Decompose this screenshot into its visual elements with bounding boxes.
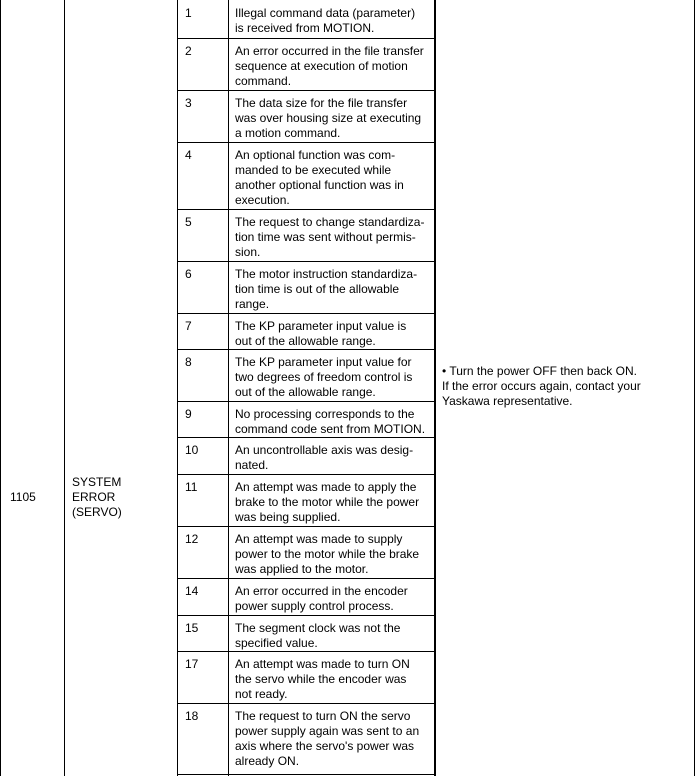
detail-description-line: command code sent from MOTION. — [235, 422, 426, 436]
detail-code: 10 — [185, 443, 199, 457]
detail-description-line: brake to the motor while the power — [235, 495, 420, 509]
detail-description-line: already ON. — [235, 754, 300, 768]
detail-description-line: out of the allowable range. — [235, 385, 376, 399]
detail-description — [235, 148, 433, 208]
detail-description-line: axis where the servo's power was — [235, 739, 415, 753]
error-name — [72, 475, 122, 520]
detail-description — [235, 6, 433, 36]
detail-description-line: The request to turn ON the servo — [235, 709, 411, 723]
detail-code: 7 — [185, 319, 192, 333]
detail-description-line: was over housing size at executing — [235, 111, 422, 125]
detail-description-line: An error occurred in the file transfer — [235, 44, 424, 58]
detail-description-line: An optional function was com- — [235, 148, 396, 162]
detail-code: 18 — [185, 709, 199, 723]
detail-description-line: nated. — [235, 458, 269, 472]
row-divider — [177, 651, 435, 652]
detail-description-line: out of the allowable range. — [235, 334, 376, 348]
detail-description-line: was applied to the motor. — [235, 562, 369, 576]
error-name-line: (SERVO) — [72, 505, 122, 519]
detail-code: 6 — [185, 267, 192, 281]
detail-description-line: sequence at execution of motion — [235, 59, 408, 73]
detail-code: 5 — [185, 215, 192, 229]
detail-description-line: power to the motor while the brake — [235, 547, 420, 561]
row-divider — [177, 437, 435, 438]
table-border-right — [694, 0, 695, 776]
detail-description — [235, 319, 433, 349]
column-divider — [434, 0, 436, 776]
detail-code: 8 — [185, 355, 192, 369]
detail-description — [235, 657, 433, 702]
row-divider — [177, 261, 435, 262]
detail-code: 2 — [185, 44, 192, 58]
detail-description-line: sion. — [235, 245, 261, 259]
column-divider — [228, 0, 229, 776]
detail-description-line: two degrees of freedom control is — [235, 370, 413, 384]
detail-description — [235, 443, 433, 473]
row-divider — [177, 703, 435, 704]
detail-code: 12 — [185, 532, 199, 546]
detail-description-line: range. — [235, 297, 270, 311]
remedy-line: Yaskawa representative. — [442, 394, 573, 408]
detail-description-line: tion time was sent without permis- — [235, 230, 416, 244]
detail-description-line: The data size for the file transfer — [235, 96, 408, 110]
detail-code: 11 — [185, 480, 198, 494]
row-divider — [177, 142, 435, 143]
detail-description-line: a motion command. — [235, 126, 341, 140]
detail-description-line: An error occurred in the encoder — [235, 584, 408, 598]
detail-description-line: power supply again was sent to an — [235, 724, 420, 738]
detail-code: 1 — [185, 6, 192, 20]
detail-description-line: The segment clock was not the — [235, 621, 401, 635]
detail-description — [235, 267, 433, 312]
detail-description — [235, 96, 433, 141]
detail-description-line: An uncontrollable axis was desig- — [235, 443, 414, 457]
detail-description — [235, 584, 433, 614]
detail-description-line: command. — [235, 74, 292, 88]
remedy-line: If the error occurs again, contact your — [442, 379, 641, 393]
detail-description — [235, 621, 433, 651]
detail-description-line: execution. — [235, 193, 290, 207]
detail-description — [235, 407, 433, 437]
detail-description-line: An attempt was made to turn ON — [235, 657, 410, 671]
detail-description-line: Illegal command data (parameter) — [235, 6, 416, 20]
detail-code: 9 — [185, 407, 192, 421]
column-divider — [177, 0, 178, 776]
detail-code: 14 — [185, 584, 199, 598]
detail-description-line: was being supplied. — [235, 510, 341, 524]
row-divider — [177, 578, 435, 579]
detail-description — [235, 215, 433, 260]
detail-description-line: The motor instruction standardiza- — [235, 267, 418, 281]
detail-description-line: manded to be executed while — [235, 163, 392, 177]
remedy-line: • Turn the power OFF then back ON. — [442, 364, 637, 378]
detail-description-line: The KP parameter input value for — [235, 355, 412, 369]
detail-description-line: power supply control process. — [235, 599, 394, 613]
row-divider — [177, 474, 435, 475]
detail-description — [235, 709, 433, 769]
detail-description — [235, 532, 433, 577]
detail-description-line: The KP parameter input value is — [235, 319, 407, 333]
remedy-text — [442, 364, 687, 409]
detail-description-line: the servo while the encoder was — [235, 672, 407, 686]
table-border-left — [0, 0, 1, 776]
column-divider — [64, 0, 65, 776]
detail-description — [235, 480, 433, 525]
error-name-line: SYSTEM — [72, 475, 122, 489]
row-divider — [177, 349, 435, 350]
row-divider — [177, 526, 435, 527]
detail-code: 4 — [185, 148, 192, 162]
detail-description-line: another optional function was in — [235, 178, 404, 192]
error-name-line: ERROR — [72, 490, 116, 504]
row-divider — [177, 209, 435, 210]
detail-description-line: not ready. — [235, 687, 288, 701]
row-divider — [177, 615, 435, 616]
detail-description — [235, 355, 433, 400]
detail-description-line: No processing corresponds to the — [235, 407, 415, 421]
detail-description-line: specified value. — [235, 636, 318, 650]
detail-description-line: tion time is out of the allowable — [235, 282, 400, 296]
error-code: 1105 — [10, 490, 36, 504]
detail-code: 15 — [185, 621, 199, 635]
detail-description-line: An attempt was made to supply — [235, 532, 403, 546]
row-divider — [177, 90, 435, 91]
row-divider — [177, 401, 435, 402]
detail-description — [235, 44, 433, 89]
row-divider — [177, 774, 435, 775]
detail-description-line: is received from MOTION. — [235, 21, 375, 35]
row-divider — [177, 313, 435, 314]
detail-code: 3 — [185, 96, 192, 110]
detail-description-line: The request to change standardiza- — [235, 215, 425, 229]
detail-code: 17 — [185, 657, 199, 671]
row-divider — [177, 38, 435, 39]
detail-description-line: An attempt was made to apply the — [235, 480, 417, 494]
